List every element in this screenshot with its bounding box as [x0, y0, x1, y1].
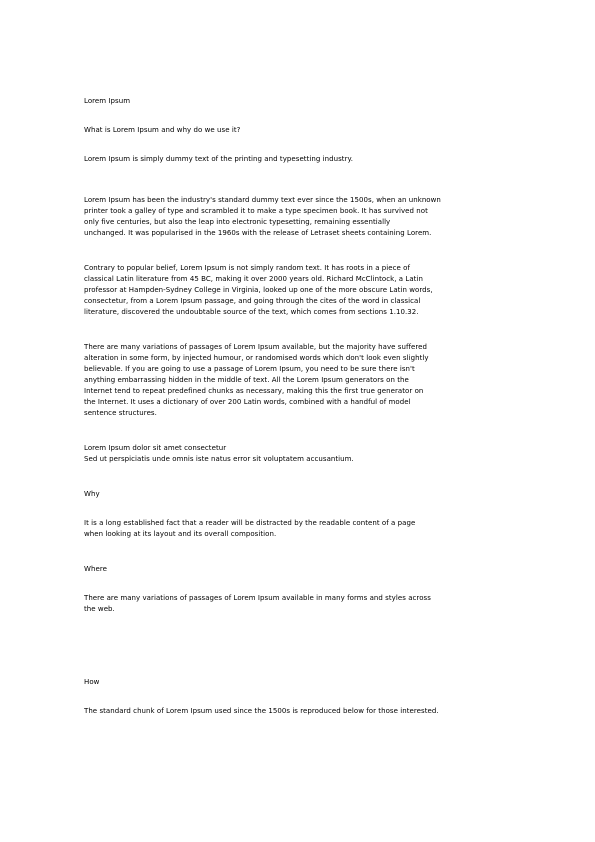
- paragraph-line: There are many variations of passages of Lorem Ipsum available, but the majority have suffered: [84, 343, 427, 351]
- body-paragraph-1: [84, 263, 514, 318]
- section-2: [84, 489, 514, 540]
- section-text: There are many variations of passages of Lorem Ipsum available in many forms and styles across: [84, 594, 431, 602]
- section-heading: Where: [84, 565, 107, 573]
- paragraph-line: consectetur, from a Lorem Ipsum passage, and going through the cites of the word in classical: [84, 297, 421, 305]
- paragraph-line: Internet tend to repeat predefined chunks as necessary, making this the first true generator on: [84, 387, 424, 395]
- paragraph-line: professor at Hampden-Sydney College in Virginia, looked up one of the more obscure Latin words,: [84, 286, 433, 294]
- section-3: [84, 564, 514, 615]
- section-heading: Lorem Ipsum dolor sit amet consectetur: [84, 444, 227, 452]
- paragraph-line: unchanged. It was popularised in the 1960s with the release of Letraset sheets containing Lorem.: [84, 229, 432, 237]
- paragraph-line: believable. If you are going to use a passage of Lorem Ipsum, you need to be sure there isn't: [84, 365, 415, 373]
- section-4: [84, 677, 514, 717]
- section-text: when looking at its layout and its overall composition.: [84, 530, 277, 538]
- paragraph-line: printer took a galley of type and scrambled it to make a type specimen book. It has survived not: [84, 207, 428, 215]
- paragraph-line: only five centuries, but also the leap into electronic typesetting, remaining essentially: [84, 218, 391, 226]
- section-text: Sed ut perspiciatis unde omnis iste natus error sit voluptatem accusantium.: [84, 455, 354, 463]
- paragraph-line: classical Latin literature from 45 BC, making it over 2000 years old. Richard McClintock, a Latin: [84, 275, 423, 283]
- section-heading: Why: [84, 490, 100, 498]
- section-1: [84, 443, 514, 465]
- paragraph-line: Lorem Ipsum has been the industry's standard dummy text ever since the 1500s, when an unknown: [84, 196, 441, 204]
- paragraph-line: Contrary to popular belief, Lorem Ipsum is not simply random text. It has roots in a piece of: [84, 264, 411, 272]
- document-tagline: Lorem Ipsum is simply dummy text of the printing and typesetting industry.: [84, 155, 353, 163]
- intro-paragraph: [84, 195, 514, 239]
- paragraph-line: anything embarrassing hidden in the middle of text. All the Lorem Ipsum generators on the: [84, 376, 409, 384]
- section-heading: How: [84, 678, 100, 686]
- body-paragraph-2: [84, 342, 514, 419]
- section-text: The standard chunk of Lorem Ipsum used since the 1500s is reproduced below for those interested.: [84, 707, 439, 715]
- paragraph-line: literature, discovered the undoubtable source of the text, which comes from sections 1.10.32.: [84, 308, 419, 316]
- document-body: [84, 96, 514, 717]
- document-title: Lorem Ipsum: [84, 97, 131, 105]
- section-text: It is a long established fact that a reader will be distracted by the readable content of a page: [84, 519, 416, 527]
- section-text: the web.: [84, 605, 115, 613]
- document-subtitle: What is Lorem Ipsum and why do we use it?: [84, 126, 241, 134]
- paragraph-line: sentence structures.: [84, 409, 157, 417]
- paragraph-line: the Internet. It uses a dictionary of over 200 Latin words, combined with a handful of model: [84, 398, 411, 406]
- paragraph-line: alteration in some form, by injected humour, or randomised words which don't look even slightly: [84, 354, 429, 362]
